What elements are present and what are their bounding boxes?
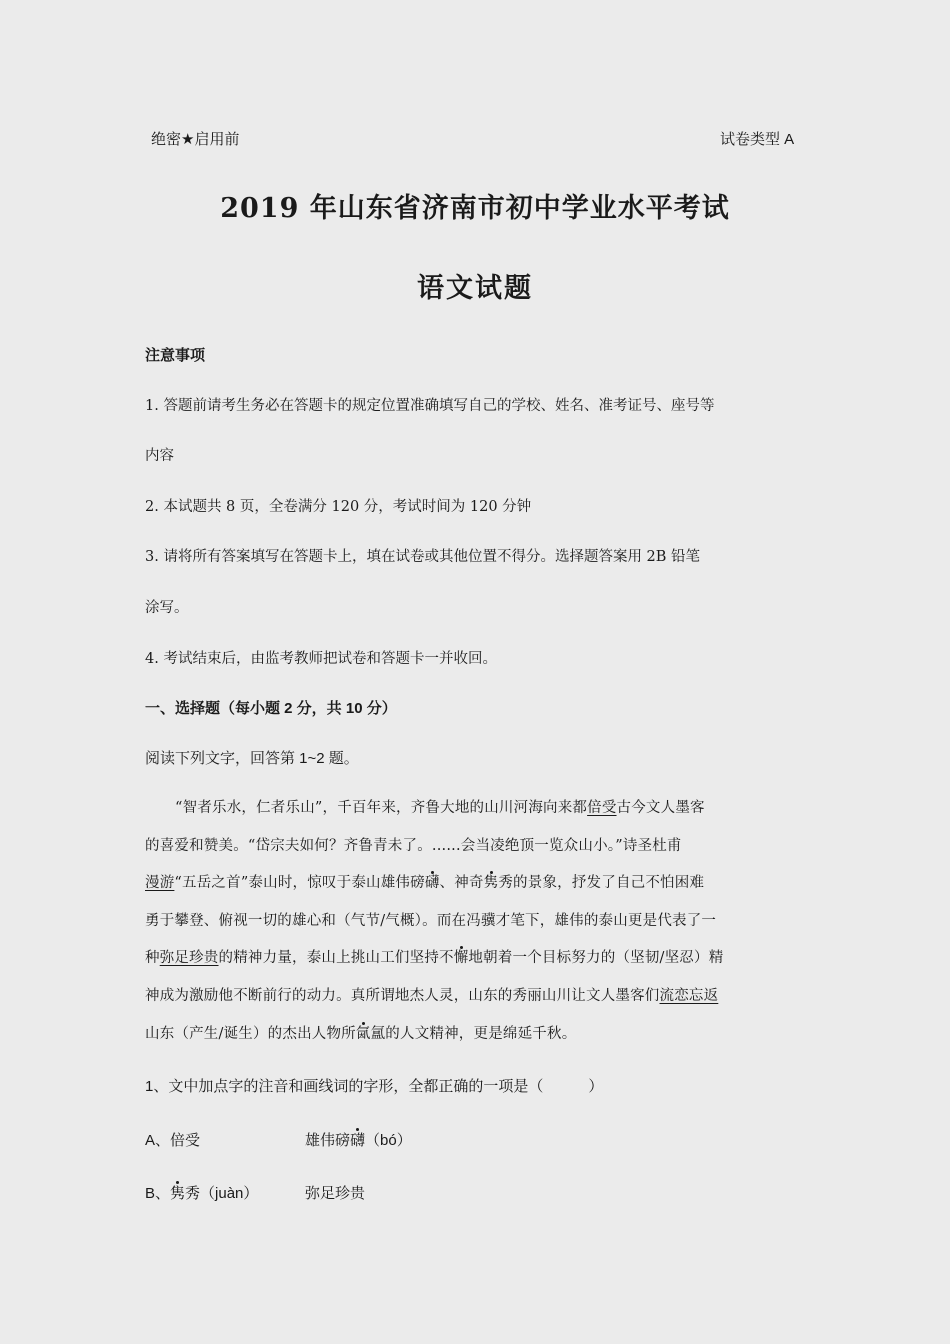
option-b-text: 弥足珍贵 <box>305 1185 366 1202</box>
option-a-pinyin: （bó） <box>365 1132 412 1149</box>
dotted-char: 礴 <box>350 1132 366 1149</box>
passage-text: 地朝着一个目标努力的（坚韧/坚忍）精 <box>468 950 724 967</box>
notice-item-4: 4. 考试结束后，由监考教师把试卷和答题卡一并收回。 <box>145 651 497 667</box>
dotted-char: 懈 <box>453 950 469 967</box>
notice-heading: 注意事项 <box>145 347 206 364</box>
underlined-word: 弥足珍贵 <box>159 950 219 967</box>
underlined-word: 流恋忘返 <box>659 987 719 1004</box>
question-1-stem: 1、文中加点字的注音和画线词的字形，全都正确的一项是（ ） <box>145 1078 604 1095</box>
section-heading: 一、选择题（每小题 2 分，共 10 分） <box>145 700 397 717</box>
passage-text: 的精神力量，泰山上挑山工们坚持不 <box>218 950 454 967</box>
notice-item-2: 2. 本试题共 8 页，全卷满分 120 分，考试时间为 120 分钟 <box>145 499 532 515</box>
dotted-char: 隽 <box>170 1185 186 1202</box>
passage-text: “五岳之首”泰山时，惊叹于泰山雄伟磅 <box>174 875 425 892</box>
option-a-label: A、倍受 <box>145 1132 201 1149</box>
notice-item-1: 1. 答题前请考生务必在答题卡的规定位置准确填写自己的学校、姓名、准考证号、座号等 <box>145 398 715 414</box>
passage-text: 山东（产生/诞生）的杰出人物所 <box>145 1025 356 1042</box>
exam-title: 2019 年山东省济南市初中学业水平考试 <box>220 193 730 224</box>
underlined-word: 倍受 <box>587 800 617 816</box>
passage-text: 种 <box>145 950 160 967</box>
passage-text: 秀的景象，抒发了自己不怕困难 <box>498 875 705 892</box>
notice-item-3-cont: 涂写。 <box>145 600 189 616</box>
passage-text: 神成为激励他不断前行的动力。真所谓地杰人灵，山东的秀丽山川让文人墨客们 <box>145 987 660 1004</box>
reading-instruction: 阅读下列文字，回答第 1~2 题。 <box>145 750 359 767</box>
passage-text: “智者乐水，仁者乐山”，千百年来，齐鲁大地的山川河海向来都 <box>175 800 588 816</box>
passage-text: 、神奇 <box>439 875 484 892</box>
underlined-word: 漫游 <box>145 875 175 892</box>
option-a-part: 雄伟磅 <box>305 1132 351 1149</box>
dotted-char: 礴 <box>424 875 440 892</box>
option-b-label: B、 <box>145 1185 171 1202</box>
option-a-text <box>305 1129 412 1150</box>
passage-text: 的喜爱和赞美。“岱宗夫如何？齐鲁青未了。......会当凌绝顶一览众山小。”诗圣杜甫 <box>145 837 682 854</box>
notice-item-3: 3. 请将所有答案填写在答题卡上，填在试卷或其他位置不得分。选择题答案用 2B 铅笔 <box>145 549 701 565</box>
passage-text: 氲的人文精神，更是绵延千秋。 <box>370 1025 577 1042</box>
subject-title: 语文试题 <box>417 273 533 304</box>
option-b-pinyin: 秀（juàn） <box>185 1185 259 1202</box>
option-b-first <box>145 1182 258 1203</box>
dotted-char: 氤 <box>355 1025 371 1042</box>
passage-text: 古今文人墨客 <box>616 800 705 816</box>
reading-passage <box>145 790 807 1053</box>
notice-item-1-cont: 内容 <box>145 448 174 464</box>
dotted-char: 隽 <box>483 875 499 892</box>
paper-type: 试卷类型 A <box>720 131 795 148</box>
confidential-mark: 绝密★启用前 <box>151 131 240 148</box>
passage-text: 勇于攀登、俯视一切的雄心和（气节/气概）。而在冯骥才笔下，雄伟的泰山更是代表了一 <box>145 912 717 929</box>
